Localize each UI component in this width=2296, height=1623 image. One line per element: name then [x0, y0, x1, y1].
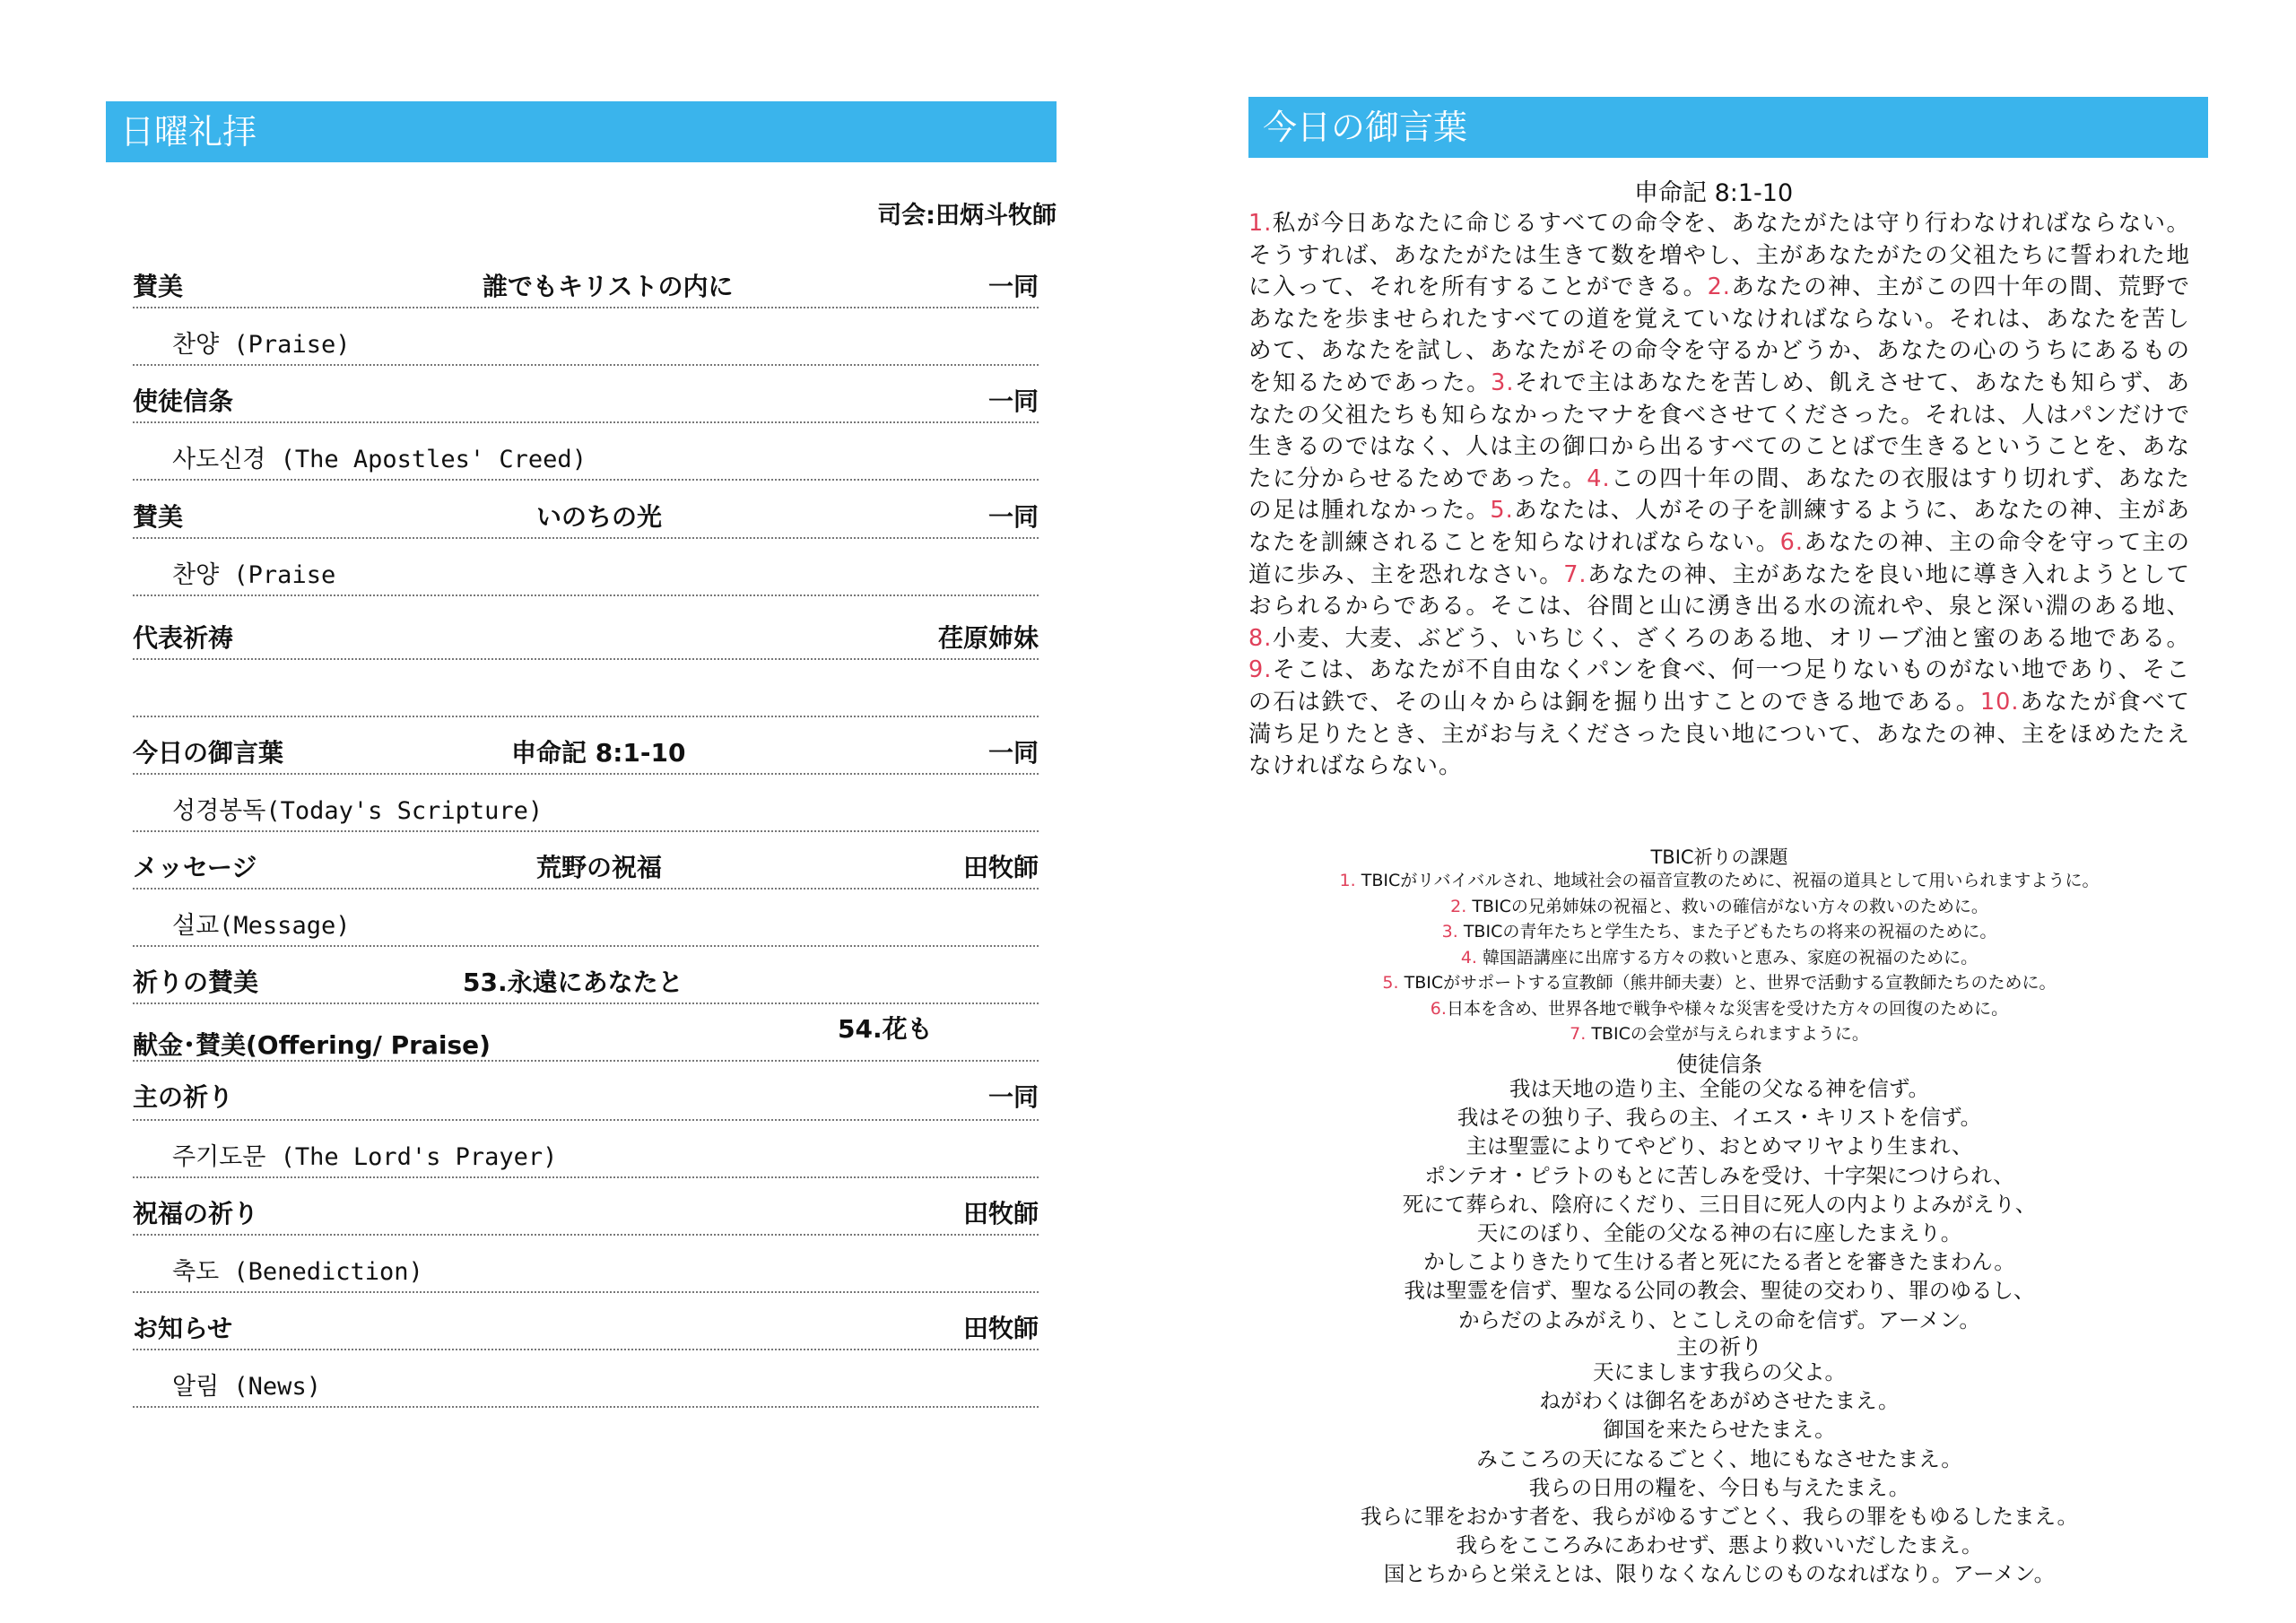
row-right: 田牧師 — [962, 1314, 1039, 1343]
prayer-number: 5. — [1382, 973, 1399, 993]
order-row — [133, 947, 1039, 1004]
prayer-number: 6. — [1430, 998, 1447, 1019]
creed-line: 死にて葬られ、陰府にくだり、三日目に死人の内よりよみがえり、 — [1402, 1191, 2037, 1217]
verse-text: あなたが食べて満ち足りたとき、主がお与えくださった良い地について、あなたの神、主をほめたたえなければならない。 — [1248, 688, 2190, 780]
verse-text: あなたは、人がその子を訓練するように、あなたの神、主があなたを訓練されることを知らなければならない。 — [1248, 497, 2190, 556]
order-row — [133, 482, 1039, 539]
row-right: 一同 — [987, 386, 1039, 416]
order-row — [133, 1178, 1039, 1236]
lords-line: ねがわくは御名をあがめさせたまえ。 — [1539, 1388, 1900, 1414]
row-middle: 54.花も — [838, 1014, 933, 1044]
order-subrow — [133, 308, 1039, 366]
row-title: 祝福の祈り — [133, 1199, 259, 1228]
row-title: 賛美 — [133, 502, 184, 532]
prayer-number: 4. — [1460, 947, 1477, 968]
presider-label: 司会:田炳斗牧師 — [877, 202, 1057, 230]
verse-text: この四十年の間、あなたの衣服はすり切れず、あなたの足は腫れなかった。 — [1248, 464, 2190, 525]
verse-text: そこは、あなたが不自由なくパンを食べ、何一つ足りないものがない地であり、そこの石は鉄で、その山々からは銅を掘り出すことのできる地である。 — [1248, 656, 2190, 716]
row-middle: 荒野の祝福 — [536, 853, 663, 882]
prayer-text: TBICの兄弟姉妹の祝福と、救いの確信がない方々の救いのために。 — [1472, 896, 1988, 916]
row-middle: 誰でもキリストの内に — [483, 272, 734, 301]
order-subrow — [133, 775, 1039, 832]
order-subrow — [133, 1350, 1039, 1408]
row-title: 설교(Message) — [172, 912, 351, 940]
row-title: 알림 (News) — [172, 1373, 321, 1401]
order-subrow-empty — [133, 660, 1039, 717]
creed-line: かしこよりきたりて生ける者と死にたる者とを審きたまわん。 — [1423, 1249, 2015, 1275]
row-right: 荏原姉妹 — [937, 623, 1039, 653]
order-subrow — [133, 1236, 1039, 1293]
prayer-text: TBICがリバイバルされ、地域社会の福音宣教のために、祝福の道具として用いられますように。 — [1361, 871, 2100, 890]
order-subrow — [133, 890, 1039, 947]
prayer-item — [1248, 894, 2190, 920]
prayer-number: 1. — [1339, 871, 1356, 890]
verse-text: 小麦、大麦、ぶどう、いちじく、ざくろのある地、オリーブ油と蜜のある地である。 — [1272, 624, 2190, 652]
creed-line: 我は聖霊を信ず、聖なる公同の教会、聖徒の交わり、罪のゆるし、 — [1404, 1278, 2035, 1304]
verse-number: 4. — [1587, 464, 1611, 492]
order-subrow — [133, 1121, 1039, 1178]
verse-number: 10. — [1979, 688, 2020, 716]
prayer-number: 3. — [1441, 922, 1458, 942]
verse-number: 3. — [1491, 369, 1515, 396]
prayer-item — [1248, 919, 2190, 945]
row-right: 田牧師 — [962, 853, 1039, 882]
lords-line: 御国を来たらせたまえ。 — [1603, 1417, 1836, 1443]
apostles-creed-text — [1248, 1074, 2190, 1334]
prayer-item — [1248, 970, 2190, 996]
creed-line: からだのよみがえり、とこしえの命を信ず。アーメン。 — [1458, 1306, 1980, 1332]
row-title: 찬양 (Praise — [172, 561, 336, 589]
verse-number: 6. — [1779, 528, 1804, 556]
worship-banner: 日曜礼拝 — [106, 101, 1057, 162]
row-title: 성경봉독(Today's Scripture) — [172, 797, 544, 825]
todays-word-banner: 今日の御言葉 — [1248, 97, 2208, 158]
order-row — [133, 366, 1039, 423]
lords-line: 我らに罪をおかす者を、我らがゆるすごとく、我らの罪をもゆるしたまえ。 — [1361, 1504, 2078, 1530]
lords-line: みこころの天になるごとく、地にもなさせたまえ。 — [1476, 1445, 1962, 1471]
row-title: 주기도문 (The Lord's Prayer) — [172, 1143, 558, 1171]
order-subrow — [133, 423, 1039, 481]
verse-text: それで主はあなたを苦しめ、飢えさせて、あなたも知らず、あなたの父祖たちも知らなかったマナを食べさせてくださった。それは、人はパンだけで生きるのではなく、人は主の御口から出るすべてのことばで生きるということを、あなたに分からせるためであった。 — [1248, 369, 2190, 492]
lords-line: 我らの日用の糧を、今日も与えたまえ。 — [1528, 1474, 1910, 1500]
lords-line: 我らをこころみにあわせず、悪より救いいだしたまえ。 — [1456, 1532, 1983, 1558]
row-middle: 申命記 8:1-10 — [511, 738, 686, 768]
row-right: 田牧師 — [962, 1199, 1039, 1228]
creed-line: 我は天地の造り主、全能の父なる神を信ず。 — [1509, 1076, 1930, 1101]
order-row — [133, 603, 1039, 660]
row-right: 一同 — [987, 272, 1039, 301]
prayer-item — [1248, 868, 2190, 894]
order-row — [133, 832, 1039, 890]
prayer-text: TBICの青年たちと学生たち、また子どもたちの将来の祝福のために。 — [1463, 922, 1997, 942]
verse-number: 5. — [1490, 497, 1514, 525]
creed-line: 天にのぼり、全能の父なる神の右に座したまえり。 — [1476, 1220, 1962, 1246]
row-title: 찬양 (Praise) — [172, 331, 351, 359]
lords-prayer-title: 主の祈り — [1676, 1334, 1762, 1359]
row-title: 축도 (Benediction) — [172, 1258, 423, 1286]
prayer-item — [1248, 996, 2190, 1022]
lords-prayer-text — [1248, 1358, 2190, 1589]
row-title: 今日の御言葉 — [133, 738, 284, 768]
prayer-item — [1248, 1021, 2190, 1047]
row-title: 献金･賛美(Offering/ Praise) — [133, 1030, 491, 1060]
scripture-reference: 申命記 8:1-10 — [1634, 179, 1794, 207]
creed-title: 使徒信条 — [1676, 1052, 1762, 1077]
order-row — [133, 1062, 1039, 1121]
row-title: 祈りの賛美 — [133, 968, 259, 997]
prayer-topics-list — [1248, 868, 2190, 1047]
row-title: 主の祈り — [133, 1082, 234, 1112]
prayer-text: TBICの会堂が与えられますように。 — [1591, 1024, 1869, 1044]
verse-number: 2. — [1707, 273, 1731, 301]
row-middle: いのちの光 — [536, 502, 663, 532]
prayer-text: 日本を含め、世界各地で戦争や様々な災害を受けた方々の回復のために。 — [1446, 998, 2009, 1019]
order-row — [133, 251, 1039, 308]
row-right: 一同 — [987, 738, 1039, 768]
row-title: 사도신경 (The Apostles' Creed) — [172, 446, 587, 473]
prayer-number: 7. — [1570, 1024, 1587, 1044]
order-row — [133, 1004, 1039, 1062]
row-title: お知らせ — [133, 1314, 233, 1343]
verse-text: あなたの神、主があなたを良い地に導き入れようとしておられるからである。そこは、谷間と山に湧き出る水の流れや、泉と深い淵のある地、 — [1248, 560, 2190, 621]
verse-number: 8. — [1248, 624, 1273, 652]
order-row — [133, 717, 1039, 775]
verse-number: 1. — [1248, 210, 1273, 237]
creed-line: ポンテオ・ピラトのもとに苦しみを受け、十字架につけられ、 — [1424, 1162, 2014, 1188]
row-title: 使徒信条 — [133, 386, 234, 416]
prayer-text: TBICがサポートする宣教師（熊井師夫妻）と、世界で活動する宣教師たちのために。 — [1404, 973, 2057, 993]
row-title: 賛美 — [133, 272, 184, 301]
lords-line: 国とちからと栄えとは、限りなくなんじのものなればなり。アーメン。 — [1383, 1561, 2056, 1587]
verse-text: 私が今日あなたに命じるすべての命令を、あなたがたは守り行わなければならない。そうすれば、あなたがたは生きて数を増やし、主があなたがたの父祖たちに誓われた地に入って、それを所有することができる。 — [1248, 210, 2190, 301]
verse-number: 9. — [1248, 656, 1273, 684]
lords-line: 天にまします我らの父よ。 — [1593, 1359, 1846, 1384]
prayer-text: 韓国語講座に出席する方々の救いと恵み、家庭の祝福のために。 — [1483, 947, 1979, 968]
scripture-text — [1248, 208, 2190, 783]
creed-line: 主は聖霊によりてやどり、おとめマリヤより生まれ、 — [1465, 1133, 1973, 1159]
prayer-number: 2. — [1450, 896, 1467, 916]
verse-text: あなたの神、主の命令を守って主の道に歩み、主を恐れなさい。 — [1248, 528, 2190, 588]
row-middle: 53.永遠にあなたと — [463, 968, 683, 997]
row-title: メッセージ — [133, 853, 257, 882]
row-title: 代表祈祷 — [133, 623, 234, 653]
creed-line: 我はその独り子、我らの主、イエス・キリストを信ず。 — [1457, 1105, 1982, 1131]
prayer-topics-title: TBIC祈りの課題 — [1650, 846, 1788, 868]
verse-text: あなたの神、主がこの四十年の間、荒野であなたを歩ませられたすべての道を覚えていなければならない。それは、あなたを苦しめて、あなたを試し、あなたがその命令を守るかどうか、あなたの心のうちにあるものを知るためであった。 — [1248, 273, 2190, 396]
prayer-item — [1248, 945, 2190, 971]
row-right: 一同 — [987, 1082, 1039, 1112]
order-subrow — [133, 539, 1039, 596]
row-right: 一同 — [987, 502, 1039, 532]
order-row — [133, 1293, 1039, 1350]
verse-number: 7. — [1563, 560, 1587, 588]
